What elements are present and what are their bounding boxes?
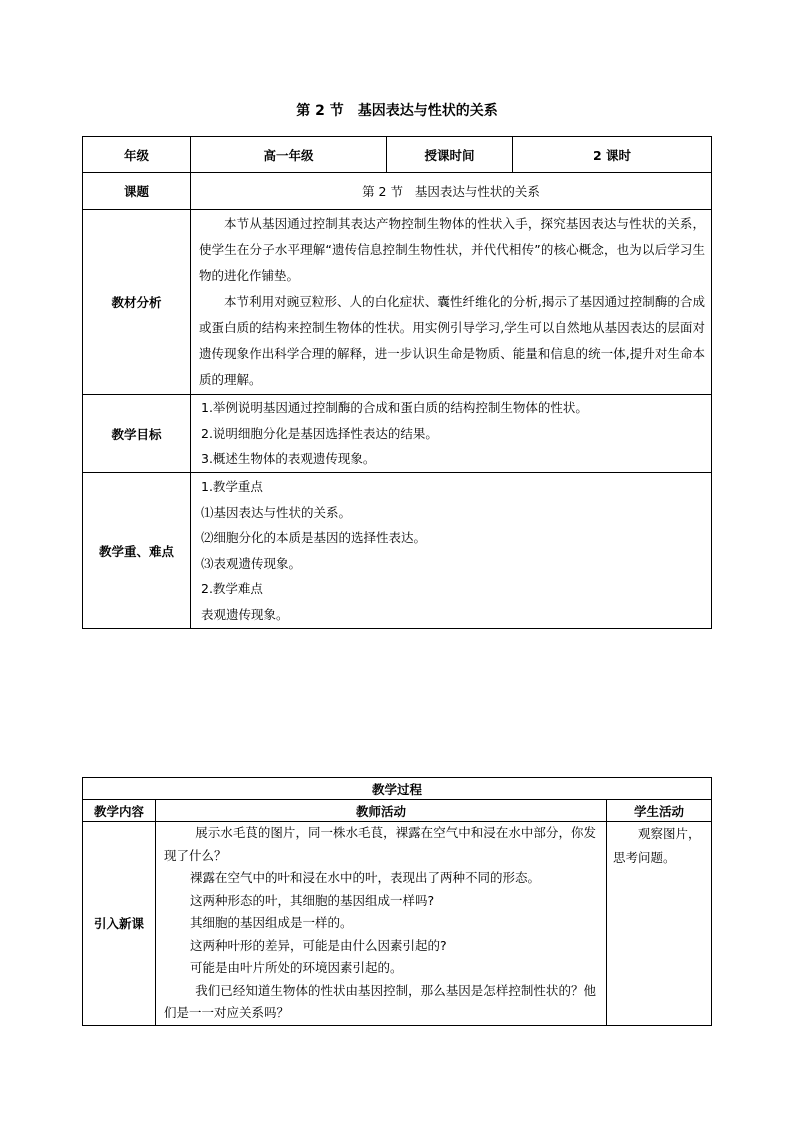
goal-item: 1.举例说明基因通过控制酶的合成和蛋白质的结构控制生物体的性状。 (201, 400, 588, 416)
student-activity-cell (607, 822, 712, 1026)
analysis-paragraph: 本节从基因通过控制其表达产物控制生物体的性状入手，探究基因表达与性状的关系，使学生在分子水平理解“遗传信息控制生物性状，并代代相传”的核心概念，也为以后学习生物的进化作铺垫。 (199, 216, 705, 283)
col-teacher-header: 教师活动 (156, 800, 607, 822)
keypoint-item: 2.教学难点 (201, 581, 263, 596)
analysis-label: 教材分析 (83, 210, 191, 395)
keypoint-item: 表观遗传现象。 (201, 606, 289, 622)
teacher-line: 这两种形态的叶，其细胞的基因组成一样吗? (190, 892, 435, 908)
process-header: 教学过程 (83, 778, 712, 800)
keypoint-item: ⑴基因表达与性状的关系。 (201, 504, 352, 520)
teaching-process-table (82, 777, 712, 1026)
topic-value: 第 2 节 基因表达与性状的关系 (191, 173, 712, 210)
student-activity-text: 观察图片，思考问题。 (613, 826, 701, 865)
topic-label: 课题 (83, 173, 191, 210)
intro-label: 引入新课 (83, 822, 156, 1026)
grade-label: 年级 (83, 137, 191, 173)
analysis-cell (191, 210, 712, 395)
col-student-header: 学生活动 (607, 800, 712, 822)
time-value: 2 课时 (513, 137, 712, 173)
goals-label: 教学目标 (83, 395, 191, 473)
keypoint-item: ⑶表观遗传现象。 (201, 555, 302, 571)
teacher-line: 我们已经知道生物体的性状由基因控制，那么基因是怎样控制性状的？他们是一一对应关系吗？ (164, 982, 596, 1020)
keypoint-item: ⑵细胞分化的本质是基因的选择性表达。 (201, 530, 427, 545)
keypoints-label: 教学重、难点 (83, 473, 191, 629)
lesson-info-table (82, 136, 712, 629)
teacher-activity-cell (156, 822, 607, 1026)
keypoint-item: 1.教学重点 (201, 479, 263, 494)
title-section-number: 第 2 节 (296, 103, 344, 119)
page-title (0, 100, 794, 120)
teacher-line: 其细胞的基因组成是一样的。 (190, 915, 353, 930)
teacher-line: 这两种叶形的差异，可能是由什么因素引起的? (190, 937, 447, 953)
goals-cell (191, 395, 712, 473)
grade-value: 高一年级 (191, 137, 387, 173)
keypoints-cell (191, 473, 712, 629)
title-text: 基因表达与性状的关系 (357, 103, 498, 119)
teacher-line: 可能是由叶片所处的环境因素引起的。 (190, 960, 403, 975)
goal-item: 2.说明细胞分化是基因选择性表达的结果。 (201, 425, 438, 441)
col-content-header: 教学内容 (83, 800, 156, 822)
goal-item: 3.概述生物体的表观遗传现象。 (201, 451, 376, 467)
teacher-line: 裸露在空气中的叶和浸在水中的叶，表现出了两种不同的形态。 (190, 870, 541, 885)
time-label: 授课时间 (387, 137, 513, 173)
analysis-paragraph: 本节利用对豌豆粒形、人的白化症状、囊性纤维化的分析,揭示了基因通过控制酶的合成或蛋白质的结构来控制生物体的性状。用实例引导学习,学生可以自然地从基因表达的层面对遗传现象作出科学合理的解释，进一步认识生命是物质、能量和信息的统一体,提升对生命本质的理解。 (199, 294, 705, 387)
teacher-line: 展示水毛茛的图片，同一株水毛茛，裸露在空气中和浸在水中部分，你发现了什么？ (164, 825, 596, 863)
